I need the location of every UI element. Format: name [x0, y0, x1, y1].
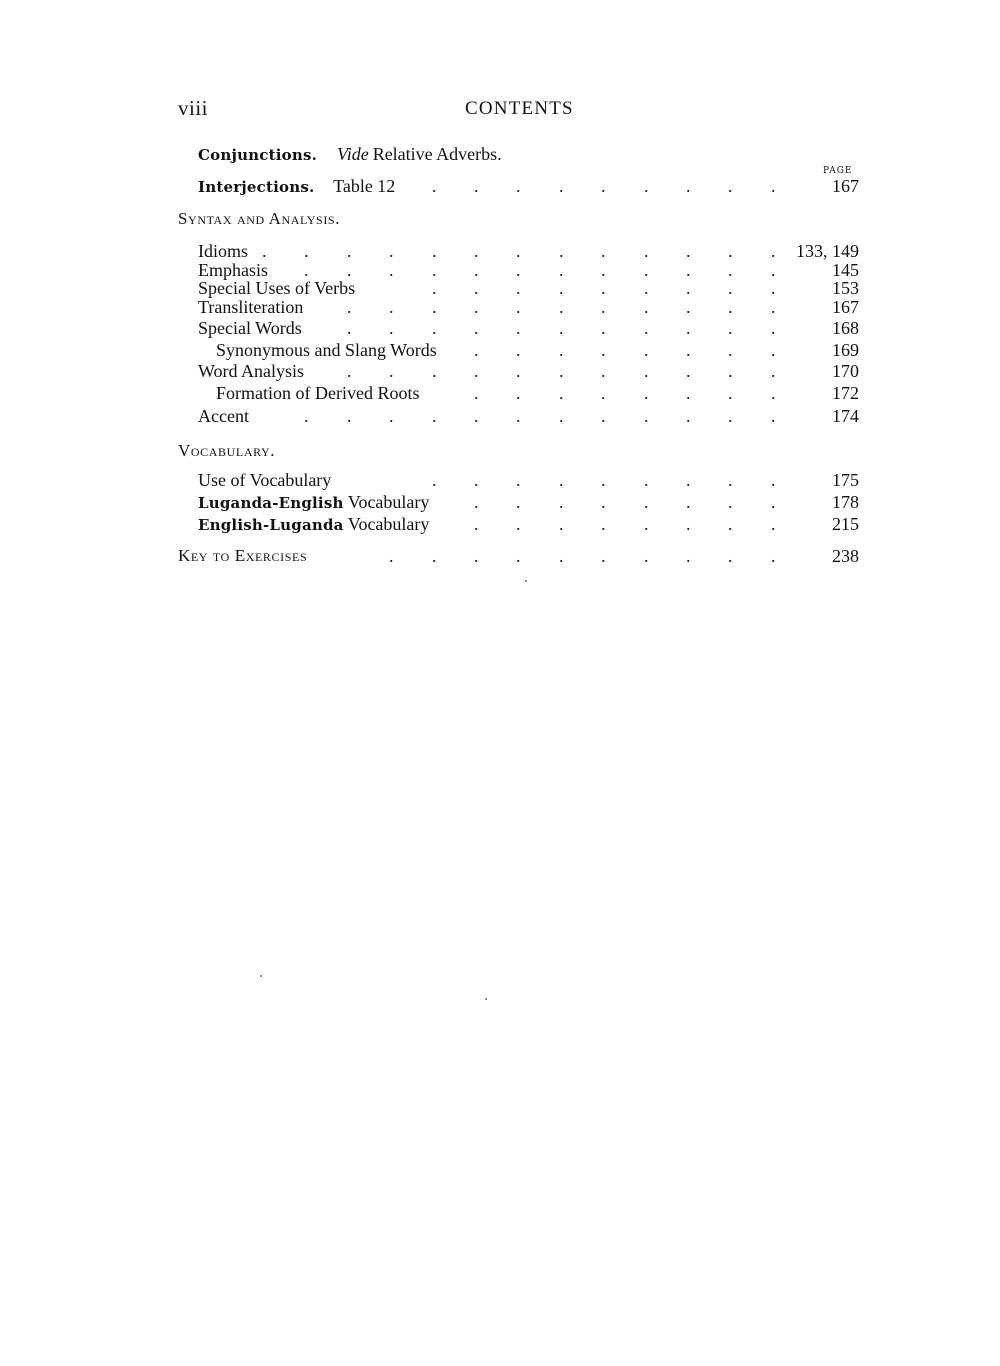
leader-dot: . [686, 514, 691, 534]
leader-dot: . [771, 318, 776, 338]
leader-dot: . [389, 318, 394, 338]
page-ref: 175 [832, 470, 859, 490]
leader-dot: . [601, 492, 606, 512]
leader-dot: . [644, 383, 649, 403]
leader-dot: . [432, 297, 437, 317]
leader-dot: . [686, 340, 691, 360]
leader-dot: . [601, 340, 606, 360]
leader-dot: . [601, 514, 606, 534]
leader-dot: . [771, 297, 776, 317]
leader-dot: . [644, 514, 649, 534]
leader-dot: . [644, 361, 649, 381]
leader-dot: . [686, 546, 691, 566]
leader-dot: . [601, 176, 606, 196]
page-ref: 238 [832, 546, 859, 566]
leader-dot: . [601, 383, 606, 403]
entry-label: Emphasis [198, 260, 268, 280]
leader-dot: . [601, 361, 606, 381]
leader-dot: . [771, 361, 776, 381]
entry-rest-label: Table 12 [333, 176, 396, 196]
entry-label: Key to Exercises [178, 546, 308, 565]
page-number: viii [178, 96, 209, 120]
leader-dot: . [559, 546, 564, 566]
toc-entry-luganda-english-vocabulary[interactable] [0, 491, 1000, 513]
toc-entry-formation-of-derived-roots[interactable] [0, 382, 1000, 404]
leader-dot: . [432, 278, 437, 298]
leader-dot: . [728, 546, 733, 566]
leader-dot: . [432, 260, 437, 280]
leader-dot: . [771, 492, 776, 512]
page-ref: 172 [832, 383, 859, 403]
entry-italic-label: Vide [337, 144, 369, 164]
leader-dot: . [559, 361, 564, 381]
leader-dot: . [432, 470, 437, 490]
leader-dot: . [686, 241, 691, 261]
leader-dot: . [516, 260, 521, 280]
entry-rest-label: Vocabulary [347, 514, 430, 534]
leader-dot: . [686, 383, 691, 403]
leader-dot: . [432, 361, 437, 381]
leader-dot: . [728, 241, 733, 261]
leader-dot: . [644, 318, 649, 338]
leader-dot: . [559, 176, 564, 196]
toc-entry-word-analysis[interactable] [0, 360, 1000, 382]
leader-dot: . [559, 241, 564, 261]
leader-dot: . [644, 278, 649, 298]
leader-dot: . [474, 514, 479, 534]
leader-dot: . [559, 514, 564, 534]
leader-dot: . [389, 241, 394, 261]
leader-dot: . [728, 492, 733, 512]
leader-dot: . [347, 361, 352, 381]
leader-dot: . [686, 318, 691, 338]
page-ref: 178 [832, 492, 859, 512]
entry-label: Special Uses of Verbs [198, 278, 356, 298]
leader-dot: . [516, 383, 521, 403]
leader-dot: . [771, 514, 776, 534]
leader-dot: . [601, 318, 606, 338]
leader-dot: . [559, 470, 564, 490]
entry-bold-label: English-Luganda [198, 516, 344, 534]
page-ref: 170 [832, 361, 859, 381]
leader-dot: . [771, 241, 776, 261]
leader-dot: . [347, 318, 352, 338]
leader-dot: . [559, 340, 564, 360]
leader-dot: . [644, 241, 649, 261]
leader-dot: . [516, 176, 521, 196]
leader-dot: . [304, 406, 309, 426]
leader-dot: . [601, 470, 606, 490]
leader-dot: . [601, 406, 606, 426]
leader-dot: . [686, 361, 691, 381]
leader-dot: . [389, 546, 394, 566]
leader-dot: . [304, 260, 309, 280]
leader-dot: . [686, 278, 691, 298]
leader-dot: . [389, 297, 394, 317]
leader-dot: . [559, 492, 564, 512]
leader-dot: . [771, 406, 776, 426]
leader-dot: . [728, 176, 733, 196]
leader-dot: . [728, 514, 733, 534]
entry-label: Use of Vocabulary [198, 470, 332, 490]
toc-entry-conjunctions[interactable] [198, 144, 502, 166]
page-ref: 168 [832, 318, 859, 338]
leader-dot: . [559, 383, 564, 403]
page-ref: 215 [832, 514, 859, 534]
leader-dot: . [474, 492, 479, 512]
leader-dot: . [432, 241, 437, 261]
section-heading-syntax: Syntax and Analysis. [178, 209, 341, 228]
leader-dot: . [686, 176, 691, 196]
leader-dot: . [728, 361, 733, 381]
leader-dot: . [728, 340, 733, 360]
leader-dot: . [644, 340, 649, 360]
leader-dot: . [516, 318, 521, 338]
leader-dot: . [644, 176, 649, 196]
page-ref: 174 [832, 406, 859, 426]
leader-dot: . [432, 176, 437, 196]
page-ref: 153 [832, 278, 859, 298]
entry-bold-label: Conjunctions. [198, 146, 318, 164]
section-heading-vocabulary: Vocabulary. [178, 441, 276, 460]
leader-dot: . [474, 241, 479, 261]
scan-speck [525, 580, 527, 582]
leader-dot: . [601, 260, 606, 280]
scan-speck [485, 998, 487, 1000]
leader-dot: . [474, 318, 479, 338]
leader-dot: . [516, 361, 521, 381]
leader-dot: . [389, 260, 394, 280]
leader-dot: . [771, 278, 776, 298]
leader-dot: . [516, 241, 521, 261]
leader-dot: . [516, 297, 521, 317]
leader-dot: . [559, 297, 564, 317]
leader-dot: . [686, 492, 691, 512]
leader-dot: . [516, 546, 521, 566]
leader-dot: . [771, 340, 776, 360]
entry-bold-label: Interjections. [198, 178, 315, 196]
leader-dot: . [728, 260, 733, 280]
entry-label: Formation of Derived Roots [216, 383, 420, 403]
leader-dot: . [474, 470, 479, 490]
leader-dot: . [728, 383, 733, 403]
page-ref: 133, 149 [796, 241, 859, 261]
leader-dot: . [347, 406, 352, 426]
leader-dot: . [474, 176, 479, 196]
page-ref: 167 [832, 176, 859, 196]
page-ref: 167 [832, 297, 859, 317]
leader-dot: . [304, 241, 309, 261]
leader-dot: . [601, 241, 606, 261]
leader-dot: . [559, 318, 564, 338]
leader-dot: . [389, 406, 394, 426]
entry-bold-label: Luganda-English [198, 494, 344, 512]
toc-entry-special-words[interactable] [0, 317, 1000, 339]
entry-label: Accent [198, 406, 249, 426]
leader-dot: . [601, 278, 606, 298]
leader-dot: . [474, 297, 479, 317]
leader-dot: . [728, 278, 733, 298]
leader-dot: . [474, 260, 479, 280]
leader-dot: . [644, 260, 649, 280]
toc-entry-interjections[interactable] [0, 175, 1000, 197]
leader-dot: . [474, 546, 479, 566]
leader-dot: . [771, 176, 776, 196]
entry-label: Synonymous and Slang Words [216, 340, 437, 360]
leader-dot: . [474, 361, 479, 381]
leader-dot: . [686, 406, 691, 426]
leader-dot: . [516, 492, 521, 512]
leader-dot: . [728, 297, 733, 317]
leader-dot: . [644, 470, 649, 490]
leader-dot: . [516, 470, 521, 490]
leader-dot: . [347, 297, 352, 317]
toc-entry-english-luganda-vocabulary[interactable] [0, 513, 1000, 535]
leader-dot: . [516, 340, 521, 360]
leader-dot: . [728, 406, 733, 426]
leader-dot: . [516, 514, 521, 534]
leader-dot: . [686, 470, 691, 490]
page-ref: 169 [832, 340, 859, 360]
leader-dot: . [474, 278, 479, 298]
leader-dot: . [644, 492, 649, 512]
entry-label: Transliteration [198, 297, 304, 317]
leader-dot: . [262, 241, 267, 261]
leader-dot: . [559, 260, 564, 280]
leader-dot: . [771, 260, 776, 280]
leader-dot: . [771, 546, 776, 566]
leader-dot: . [559, 278, 564, 298]
toc-entry-use-of-vocabulary[interactable] [0, 469, 1000, 491]
leader-dot: . [432, 406, 437, 426]
leader-dot: . [686, 260, 691, 280]
leader-dot: . [516, 278, 521, 298]
leader-dot: . [686, 297, 691, 317]
entry-label: Special Words [198, 318, 302, 338]
entry-label: Idioms [198, 241, 249, 261]
entry-label: Word Analysis [198, 361, 305, 381]
toc-entry-accent[interactable] [0, 405, 1000, 427]
leader-dot: . [432, 318, 437, 338]
leader-dot: . [474, 340, 479, 360]
entry-rest-label: Relative Adverbs. [372, 144, 502, 164]
leader-dot: . [728, 318, 733, 338]
leader-dot: . [728, 470, 733, 490]
page-ref: 145 [832, 260, 859, 280]
scan-speck [260, 975, 262, 977]
leader-dot: . [644, 546, 649, 566]
leader-dot: . [474, 383, 479, 403]
leader-dot: . [559, 406, 564, 426]
toc-entry-key-to-exercises[interactable] [0, 545, 1000, 567]
leader-dot: . [432, 546, 437, 566]
page-column-heading: PAGE [823, 166, 853, 176]
entry-rest-label: Vocabulary [347, 492, 430, 512]
page-title: CONTENTS [465, 98, 574, 119]
leader-dot: . [771, 383, 776, 403]
leader-dot: . [644, 297, 649, 317]
leader-dot: . [389, 361, 394, 381]
leader-dot: . [347, 241, 352, 261]
toc-entry-transliteration[interactable] [0, 296, 1000, 318]
leader-dot: . [601, 546, 606, 566]
leader-dot: . [644, 406, 649, 426]
leader-dot: . [601, 297, 606, 317]
toc-entry-synonymous-and-slang-words[interactable] [0, 339, 1000, 361]
leader-dot: . [474, 406, 479, 426]
leader-dot: . [347, 260, 352, 280]
leader-dot: . [516, 406, 521, 426]
leader-dot: . [771, 470, 776, 490]
